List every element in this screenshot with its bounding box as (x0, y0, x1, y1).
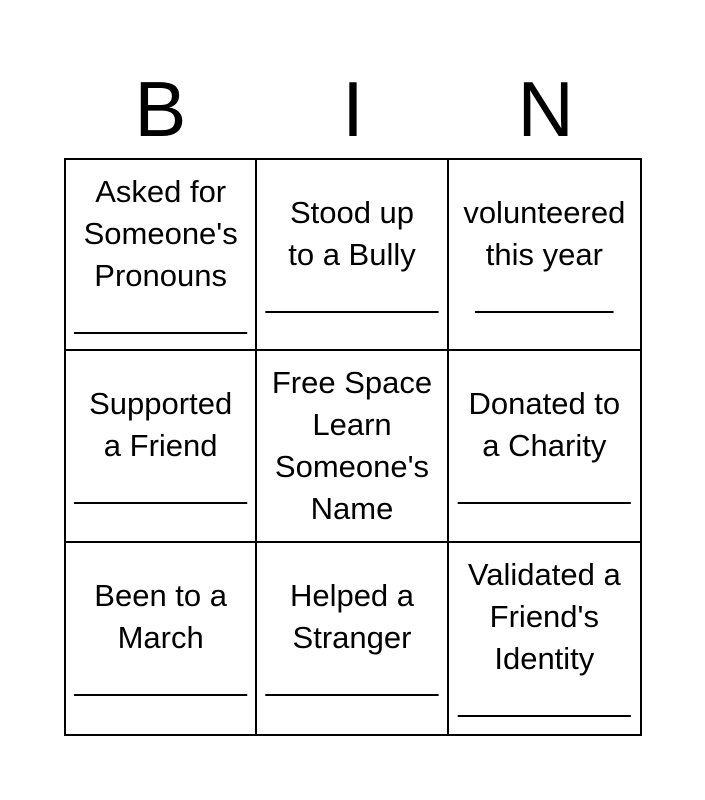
cell-text: Someone's (274, 448, 430, 484)
cell-text: Friend's (489, 599, 599, 635)
header-letter-n: N (517, 65, 574, 153)
signature-blank: __________ (74, 662, 247, 698)
cell-text: Someone's (83, 215, 238, 251)
cell-text: Stranger (292, 620, 412, 656)
bingo-header (64, 64, 642, 154)
cell-text: Name (310, 490, 394, 526)
cell-text: March (117, 620, 204, 656)
cell-text: Stood up (289, 194, 415, 230)
cell-text: Identity (494, 641, 595, 677)
header-letter-b: B (134, 65, 187, 153)
free-space-cell[interactable] (257, 351, 448, 542)
signature-blank: __________ (265, 278, 439, 314)
header-letter-i: I (342, 65, 364, 153)
cell-text: Donated to (468, 385, 621, 421)
bingo-cell[interactable] (449, 351, 640, 542)
cell-text: Free Space (271, 364, 433, 400)
signature-blank: __________ (265, 662, 439, 698)
bingo-cell[interactable] (257, 543, 448, 734)
cell-text: a Charity (482, 427, 607, 463)
cell-text: Learn (312, 406, 392, 442)
cell-text: Validated a (467, 557, 621, 593)
bingo-grid (64, 158, 642, 736)
signature-blank: __________ (458, 469, 631, 505)
bingo-cell[interactable] (66, 543, 257, 734)
cell-text: Been to a (94, 578, 228, 614)
bingo-cell[interactable] (66, 351, 257, 542)
cell-text: Asked for (95, 173, 227, 209)
cell-text: Helped a (289, 578, 415, 614)
bingo-cell[interactable] (66, 160, 257, 351)
bingo-cell[interactable] (257, 160, 448, 351)
cell-text: volunteered (463, 194, 626, 230)
bingo-cell[interactable] (449, 160, 640, 351)
cell-text: Pronouns (94, 257, 228, 293)
signature-blank: __________ (458, 683, 631, 719)
cell-text: to a Bully (288, 236, 416, 272)
signature-blank: __________ (74, 299, 247, 335)
cell-text: a Friend (103, 427, 218, 463)
cell-text: Supported (89, 385, 233, 421)
bingo-cell[interactable] (449, 543, 640, 734)
cell-text: this year (485, 236, 603, 272)
signature-blank: ________ (475, 278, 614, 314)
signature-blank: __________ (74, 469, 247, 505)
